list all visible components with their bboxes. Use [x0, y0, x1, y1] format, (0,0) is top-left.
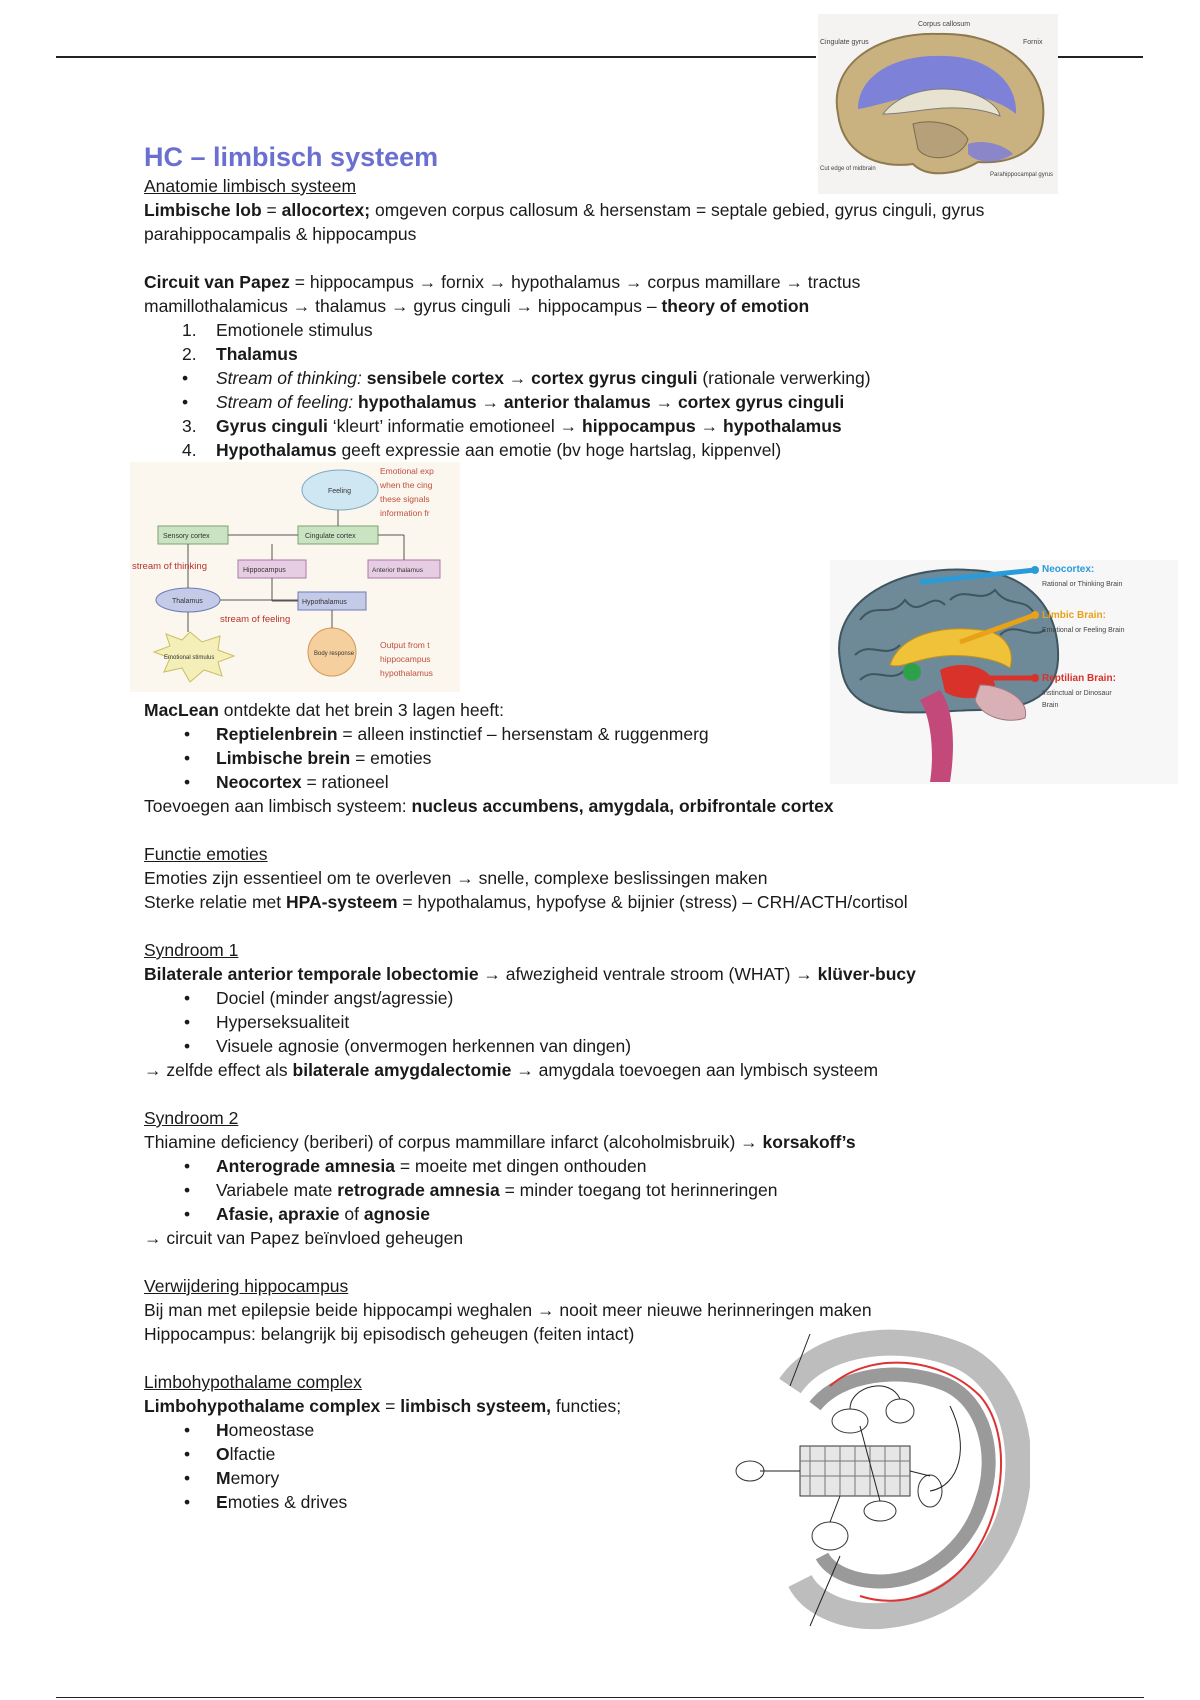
- stream-thinking-path: sensibele cortex → cortex gyrus cinguli: [361, 368, 698, 388]
- after-text-c: → amygdala toevoegen aan lymbisch systeem: [511, 1060, 879, 1080]
- papez-note-3: these signals: [380, 494, 430, 504]
- list-item: [144, 390, 1084, 414]
- list-item: [144, 342, 1084, 366]
- limbo-term: Limbohypothalame complex: [144, 1396, 381, 1416]
- papez-note-5: Output from t: [380, 640, 430, 650]
- bullet-icon: •: [182, 368, 189, 388]
- papez-term: Circuit van Papez: [144, 272, 290, 292]
- papez-paragraph: [144, 270, 984, 318]
- list-item: [144, 770, 1084, 794]
- maclean-layers: [144, 722, 1084, 794]
- toevoegen-line: [144, 794, 1084, 818]
- papez-stream-thinking: stream of thinking: [132, 561, 207, 572]
- list-item-text: = minder toegang tot herinneringen: [499, 1180, 778, 1200]
- hpa-term: HPA-systeem: [286, 892, 398, 912]
- syndroom-1-after: [144, 1058, 1084, 1082]
- limbische-lob-text: omgeven corpus callosum & hersenstam = septale gebied, gyrus cinguli, gyrus parahippocampalis & hippocampus: [144, 200, 985, 244]
- limbo-eq: =: [380, 1396, 401, 1416]
- toevoegen-text: Toevoegen aan limbisch systeem:: [144, 796, 412, 816]
- maclean-paragraph: [144, 698, 1084, 722]
- bullet-icon: •: [184, 772, 191, 792]
- bullet-icon: •: [184, 1012, 191, 1032]
- bullet-icon: •: [184, 1180, 191, 1200]
- list-item: [144, 1490, 1084, 1514]
- hippocampus-line-2: Hippocampus: belangrijk bij episodisch geheugen (feiten intact): [144, 1324, 635, 1344]
- functie-text-a: Sterke relatie met: [144, 892, 286, 912]
- acronym-letter: E: [216, 1492, 228, 1512]
- list-item-text: emory: [230, 1468, 280, 1488]
- list-item-term: Anterograde amnesia: [216, 1156, 395, 1176]
- papez-note-7: hypothalamus: [380, 668, 433, 678]
- list-item-term: retrograde amnesia: [337, 1180, 500, 1200]
- list-item: [144, 1418, 1084, 1442]
- bottom-rule: [56, 1697, 1144, 1698]
- syndroom-2-list: [144, 1154, 1084, 1226]
- brain-label-fornix: Fornix: [1023, 39, 1043, 46]
- after-text-a: → zelfde effect als: [144, 1060, 293, 1080]
- papez-node-body-response: Body response: [314, 651, 355, 657]
- stream-thinking-note: (rationale verwerking): [697, 368, 871, 388]
- list-item-text: Visuele agnosie (onvermogen herkennen van dingen): [216, 1036, 632, 1056]
- triune-neocortex-sub: Rational or Thinking Brain: [1042, 581, 1123, 588]
- stream-feeling-label: Stream of feeling:: [216, 392, 354, 412]
- list-item-text: omeostase: [228, 1420, 315, 1440]
- heading-anatomie: Anatomie limbisch systeem: [144, 176, 357, 196]
- functie-text-c: = hypothalamus, hypofyse & bijnier (stress) – CRH/ACTH/cortisol: [397, 892, 908, 912]
- list-item: [144, 1034, 1084, 1058]
- papez-note-2: when the cing: [380, 480, 433, 490]
- heading-limbohypothalame: Limbohypothalame complex: [144, 1372, 362, 1392]
- step-number: 4.: [182, 440, 197, 460]
- document-body: [144, 140, 1084, 1514]
- maclean-intro: ontdekte dat het brein 3 lagen heeft:: [218, 700, 504, 720]
- allocortex-term: allocortex;: [281, 200, 371, 220]
- syndroom-1-text: → afwezigheid ventrale stroom (WHAT) →: [478, 964, 818, 984]
- lobectomie-term: Bilaterale anterior temporale lobectomie: [144, 964, 479, 984]
- brain-label-parahippocampal: Parahippocampal gyrus: [990, 172, 1054, 178]
- papez-steps: [144, 318, 1084, 462]
- bullet-icon: •: [184, 724, 191, 744]
- step-text: ‘kleurt’ informatie emotioneel →: [327, 416, 583, 436]
- layer-term: Neocortex: [216, 772, 302, 792]
- list-item-text: = moeite met dingen onthouden: [394, 1156, 647, 1176]
- triune-limbic-title: Limbic Brain:: [1042, 610, 1106, 621]
- syndroom-1-line: [144, 962, 1084, 986]
- top-rule-right: [1053, 56, 1143, 58]
- bullet-icon: •: [184, 1468, 191, 1488]
- list-item-text: Hyperseksualiteit: [216, 1012, 350, 1032]
- step-text: Thalamus: [216, 344, 298, 364]
- bullet-icon: •: [184, 748, 191, 768]
- limbische-lob-paragraph: [144, 198, 1074, 246]
- step-term: Gyrus cinguli: [216, 416, 328, 436]
- triune-neocortex-title: Neocortex:: [1042, 564, 1095, 575]
- stream-thinking-label: Stream of thinking:: [216, 368, 362, 388]
- list-item-text: Dociel (minder angst/agressie): [216, 988, 454, 1008]
- bullet-icon: •: [182, 392, 189, 412]
- layer-text: = alleen instinctief – hersenstam & ruggenmerg: [337, 724, 709, 744]
- bullet-icon: •: [184, 1156, 191, 1176]
- papez-node-feeling: Feeling: [328, 488, 351, 495]
- list-item: [144, 414, 1084, 438]
- limbische-lob-term: Limbische lob: [144, 200, 262, 220]
- brain-label-corpus-callosum: Corpus callosum: [918, 21, 971, 28]
- papez-note-6: hippocampus: [380, 654, 431, 664]
- papez-node-stimulus: Emotional stimulus: [164, 655, 215, 661]
- list-item: [144, 1442, 1084, 1466]
- step-term: hippocampus → hypothalamus: [582, 416, 842, 436]
- list-item: [144, 1202, 1084, 1226]
- heading-hippocampus: Verwijdering hippocampus: [144, 1276, 349, 1296]
- step-number: 3.: [182, 416, 197, 436]
- list-item: [144, 318, 1084, 342]
- layer-term: Reptielenbrein: [216, 724, 338, 744]
- step-term: Hypothalamus: [216, 440, 337, 460]
- syndroom-2-after: → circuit van Papez beïnvloed geheugen: [144, 1228, 464, 1248]
- toevoegen-terms: nucleus accumbens, amygdala, orbifrontale cortex: [411, 796, 834, 816]
- bullet-icon: •: [184, 1444, 191, 1464]
- papez-node-cingulate: Cingulate cortex: [305, 533, 356, 540]
- bullet-icon: •: [184, 1492, 191, 1512]
- papez-note-4: information fr: [380, 508, 430, 518]
- triune-reptilian-sub2: Brain: [1042, 702, 1059, 709]
- top-rule-left: [56, 56, 816, 58]
- syndroom-2-line: [144, 1130, 1084, 1154]
- hippocampus-line-1: Bij man met epilepsie beide hippocampi weghalen → nooit meer nieuwe herinneringen maken: [144, 1300, 872, 1320]
- list-item: [144, 722, 1084, 746]
- list-item: [144, 366, 1084, 390]
- step-text: geeft expressie aan emotie (bv hoge hartslag, kippenvel): [336, 440, 782, 460]
- list-item: [144, 746, 1084, 770]
- list-item: [144, 986, 1084, 1010]
- step-number: 1.: [182, 320, 197, 340]
- list-item-term: Afasie, apraxie: [216, 1204, 340, 1224]
- limbische-lob-eq: =: [261, 200, 282, 220]
- triune-reptilian-title: Reptilian Brain:: [1042, 673, 1116, 684]
- papez-note-1: Emotional exp: [380, 466, 434, 476]
- layer-text: = emoties: [350, 748, 432, 768]
- list-item-text: Variabele mate: [216, 1180, 338, 1200]
- papez-node-sensory: Sensory cortex: [163, 533, 210, 540]
- list-item: [144, 1466, 1084, 1490]
- papez-figure-space: [144, 462, 1084, 698]
- papez-stream-feeling: stream of feeling: [220, 614, 291, 625]
- layer-term: Limbische brein: [216, 748, 351, 768]
- papez-node-hypothalamus: Hypothalamus: [302, 599, 347, 606]
- brain-label-cut-edge: Cut edge of midbrain: [820, 166, 876, 172]
- acronym-letter: O: [216, 1444, 230, 1464]
- limbo-rest: functies;: [551, 1396, 622, 1416]
- heading-syndroom-1: Syndroom 1: [144, 940, 239, 960]
- korsakoff-term: korsakoff’s: [762, 1132, 856, 1152]
- list-item: [144, 1178, 1084, 1202]
- page-title: HC – limbisch systeem: [144, 142, 439, 172]
- list-item-term: agnosie: [363, 1204, 431, 1224]
- triune-limbic-sub: Emotional or Feeling Brain: [1042, 627, 1125, 634]
- bullet-icon: •: [184, 1036, 191, 1056]
- heading-syndroom-2: Syndroom 2: [144, 1108, 239, 1128]
- triune-reptilian-sub1: Instinctual or Dinosaur: [1042, 690, 1112, 697]
- papez-node-anterior-thalamus: Anterior thalamus: [372, 567, 423, 574]
- syndroom-2-text: Thiamine deficiency (beriberi) of corpus mammillare infarct (alcoholmisbruik) →: [144, 1132, 763, 1152]
- kluver-bucy-term: klüver-bucy: [817, 964, 916, 984]
- papez-text: = hippocampus → fornix → hypothalamus → corpus mamillare → tractus mamillothalamicus → thalamus → gyrus cinguli → hippocampus –: [144, 272, 861, 316]
- acronym-letter: M: [216, 1468, 231, 1488]
- list-item-text: moties & drives: [227, 1492, 348, 1512]
- heading-functie: Functie emoties: [144, 844, 268, 864]
- list-item: [144, 438, 1084, 462]
- limbo-line: [144, 1394, 1084, 1418]
- list-item-text: of: [339, 1204, 364, 1224]
- maclean-name: MacLean: [144, 700, 219, 720]
- papez-node-thalamus: Thalamus: [172, 598, 203, 605]
- stream-feeling-path: hypothalamus → anterior thalamus → cortex gyrus cinguli: [353, 392, 845, 412]
- brain-label-cingulate-gyrus: Cingulate gyrus: [820, 39, 869, 46]
- theory-of-emotion: theory of emotion: [661, 296, 810, 316]
- step-text: Emotionele stimulus: [216, 320, 373, 340]
- list-item: [144, 1154, 1084, 1178]
- syndroom-1-list: [144, 986, 1084, 1058]
- bullet-icon: •: [184, 1420, 191, 1440]
- limbo-functions: [144, 1418, 1084, 1514]
- papez-node-hippocampus: Hippocampus: [243, 567, 286, 574]
- amygdalectomie-term: bilaterale amygdalectomie: [292, 1060, 512, 1080]
- acronym-letter: H: [216, 1420, 229, 1440]
- functie-line-2: [144, 890, 1084, 914]
- bullet-icon: •: [184, 988, 191, 1008]
- limbisch-systeem-term: limbisch systeem,: [400, 1396, 552, 1416]
- bullet-icon: •: [184, 1204, 191, 1224]
- functie-line-1: Emoties zijn essentieel om te overleven → snelle, complexe beslissingen maken: [144, 868, 768, 888]
- step-number: 2.: [182, 344, 197, 364]
- list-item: [144, 1010, 1084, 1034]
- list-item-text: lfactie: [229, 1444, 276, 1464]
- layer-text: = rationeel: [301, 772, 389, 792]
